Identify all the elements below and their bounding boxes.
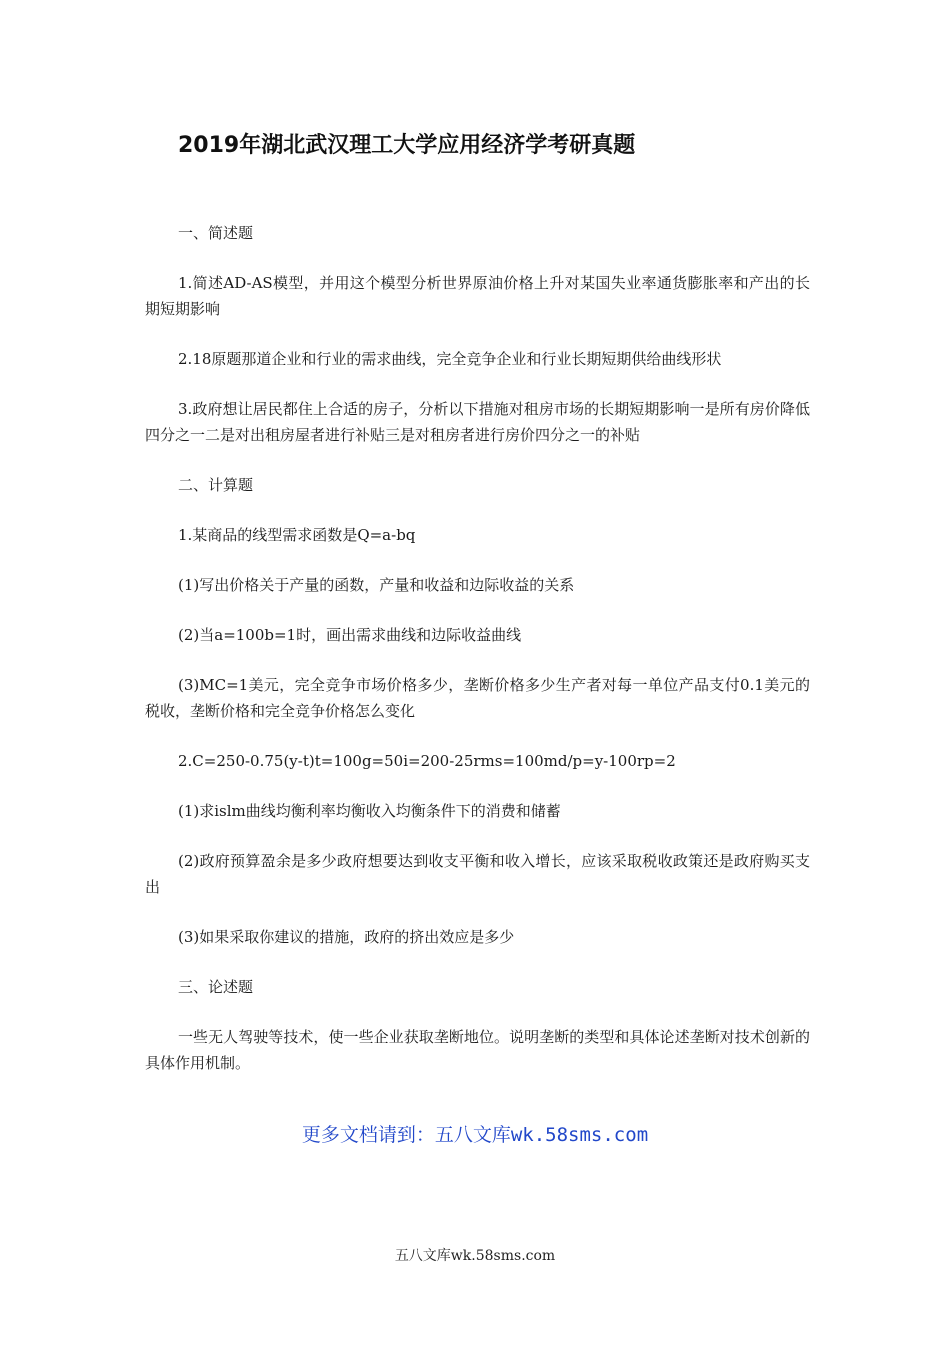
question-paragraph: 2.C=250-0.75(y-t)t=100g=50i=200-25rms=100md/p=y-100rp=2 [178,752,676,770]
question-paragraph: (2)当a=100b=1时，画出需求曲线和边际收益曲线 [178,626,522,644]
section-heading-short-answer: 一、简述题 [178,224,254,242]
question-paragraph: 1.某商品的线型需求函数是Q=a-bq [178,526,416,544]
question-paragraph: 2.18原题那道企业和行业的需求曲线，完全竞争企业和行业长期短期供给曲线形状 [178,350,722,368]
section-heading-essay: 三、论述题 [178,978,254,996]
promo-url[interactable]: wk.58sms.com [510,1124,649,1146]
question-paragraph: (3)MC=1美元，完全竞争市场价格多少，垄断价格多少生产者对每一单位产品支付0.1美元的税收，垄断价格和完全竞争价格怎么变化 [145,676,810,720]
document-title: 2019年湖北武汉理工大学应用经济学考研真题 [178,133,636,158]
question-paragraph: 一些无人驾驶等技术，使一些企业获取垄断地位。说明垄断的类型和具体论述垄断对技术创新的具体作用机制。 [145,1028,810,1072]
promo-text: 更多文档请到：五八文库 [301,1124,511,1146]
question-paragraph: 3.政府想让居民都住上合适的房子，分析以下措施对租房市场的长期短期影响一是所有房价降低四分之一二是对出租房屋者进行补贴三是对租房者进行房价四分之一的补贴 [145,400,810,444]
document-body [145,220,810,1100]
question-paragraph: (2)政府预算盈余是多少政府想要达到收支平衡和收入增长，应该采取税收政策还是政府购买支出 [145,852,810,896]
question-paragraph: (3)如果采取你建议的措施，政府的挤出效应是多少 [178,928,515,946]
question-paragraph: 1.简述AD-AS模型，并用这个模型分析世界原油价格上升对某国失业率通货膨胀率和产出的长期短期影响 [145,274,810,318]
page-footer: 五八文库wk.58sms.com [394,1248,556,1264]
section-heading-calculation: 二、计算题 [178,476,254,494]
question-paragraph: (1)求islm曲线均衡利率均衡收入均衡条件下的消费和储蓄 [178,802,561,820]
question-paragraph: (1)写出价格关于产量的函数，产量和收益和边际收益的关系 [178,576,575,594]
promo-link[interactable] [0,1120,950,1150]
